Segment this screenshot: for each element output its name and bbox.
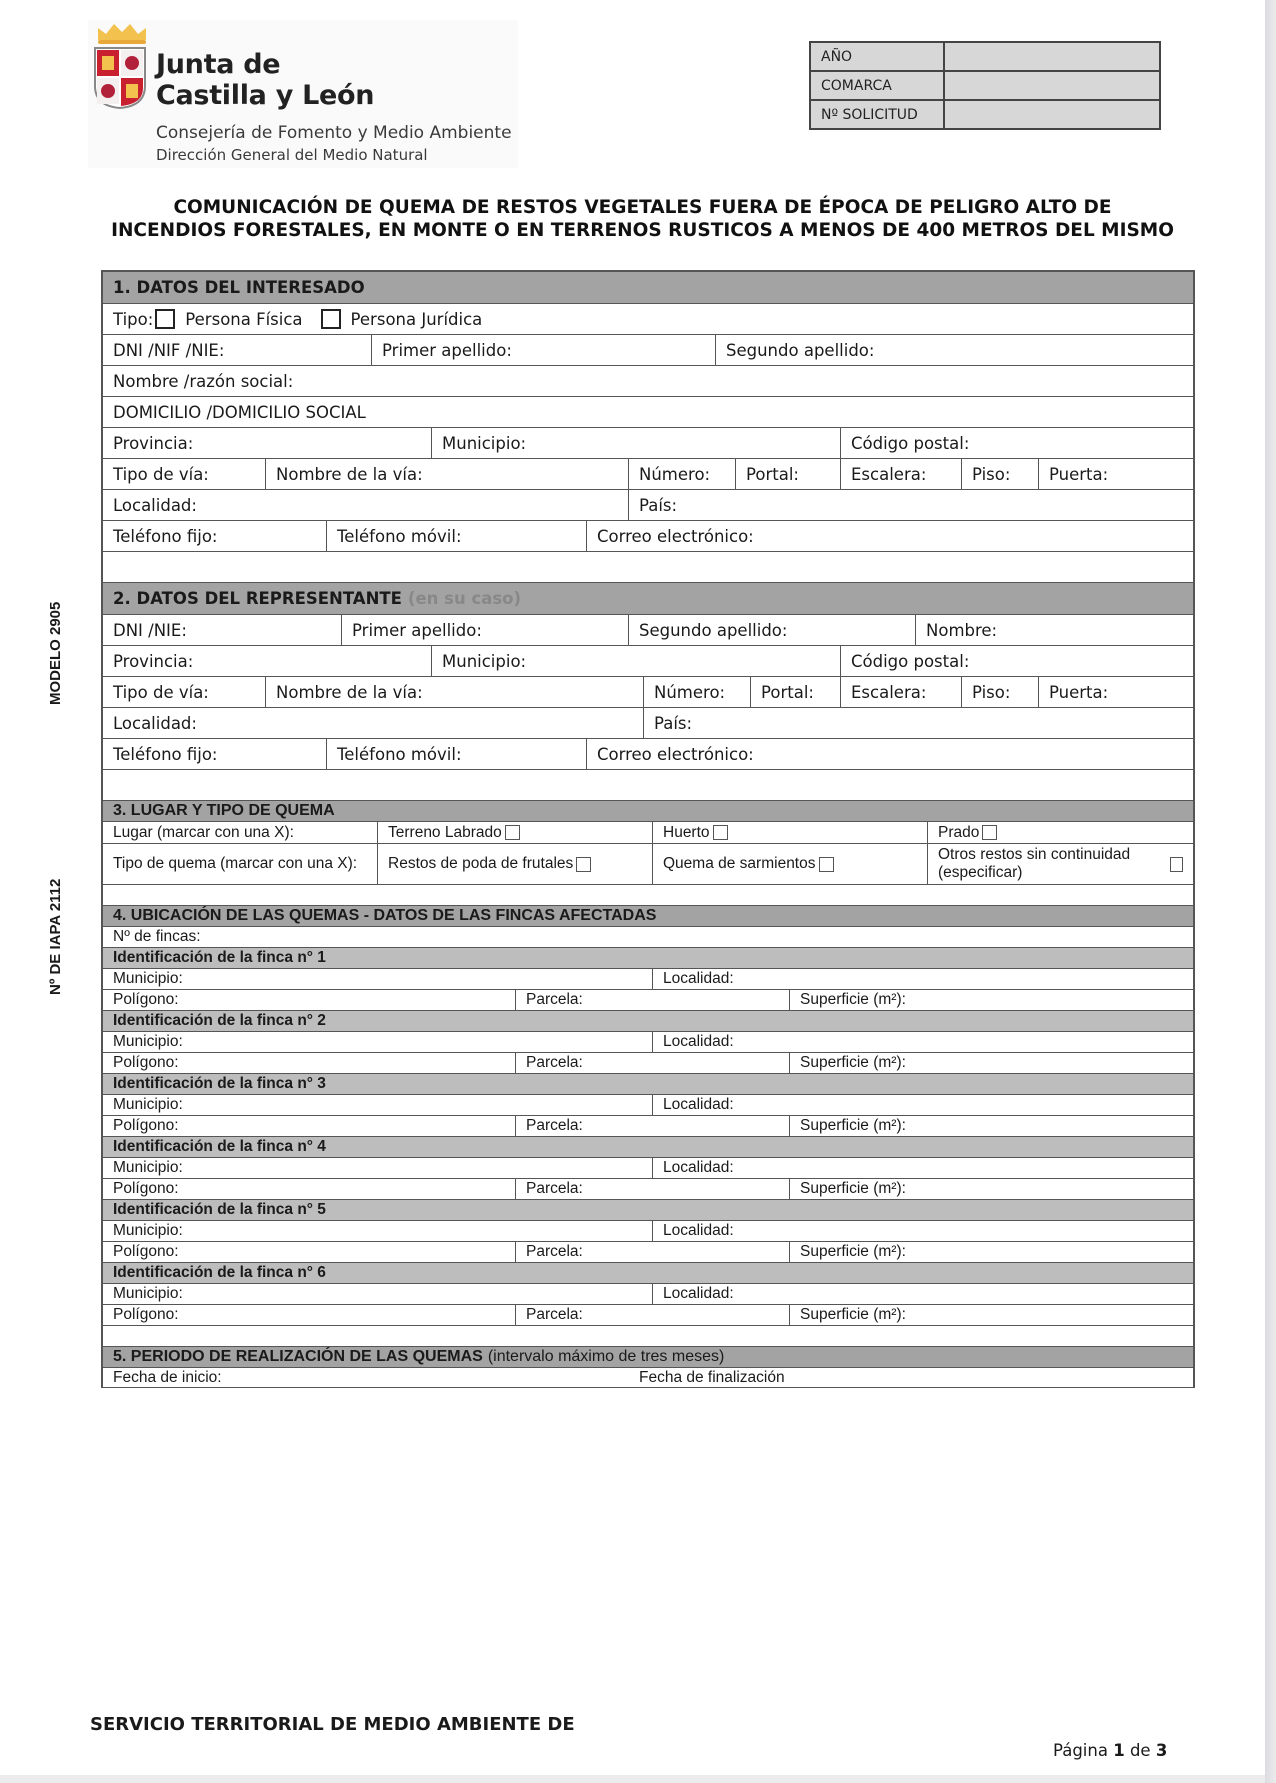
finca-municipio-field[interactable]: Municipio: [103, 1284, 653, 1304]
s2-row-dni [103, 615, 1193, 646]
option-poda-frutales[interactable] [378, 844, 653, 884]
checkbox-persona-juridica[interactable] [321, 309, 341, 329]
blank-cell [103, 885, 1193, 905]
finca-row-poligono [103, 1179, 1193, 1200]
checkbox-poda-frutales[interactable] [576, 857, 591, 872]
finca-row-poligono [103, 1242, 1193, 1263]
option-label: Terreno Labrado [388, 823, 502, 841]
finca-row-municipio [103, 1032, 1193, 1053]
s1-row-domicilio [103, 397, 1193, 428]
option-label: Prado [938, 823, 980, 841]
finca-title: Identificación de la finca n° 1 [103, 948, 1193, 968]
s5-row-fechas [103, 1368, 1193, 1388]
section5-header [103, 1347, 1193, 1368]
finca-municipio-field[interactable]: Municipio: [103, 1158, 653, 1178]
finca-superficie-field[interactable]: Superficie (m²): [800, 991, 906, 1008]
s3-blank-row [103, 885, 1193, 906]
s2-row-provincia [103, 646, 1193, 677]
finca-municipio-field[interactable]: Municipio: [103, 1221, 653, 1241]
blank-cell [103, 770, 1193, 800]
s2-row-localidad [103, 708, 1193, 739]
finca-poligono-field[interactable]: Polígono: [103, 990, 516, 1010]
finca-localidad-field[interactable]: Localidad: [663, 1159, 734, 1176]
finca-localidad-field[interactable]: Localidad: [663, 1096, 734, 1113]
finca-title: Identificación de la finca n° 2 [103, 1011, 1193, 1031]
s1-municipio-field[interactable]: Municipio: [432, 428, 841, 458]
finca-block [103, 1074, 1193, 1137]
s2-nombre-field[interactable]: Nombre: [926, 620, 998, 640]
registry-row-comarca [810, 71, 1160, 100]
blank-cell [103, 1326, 1193, 1346]
s2-piso-field[interactable]: Piso: [962, 677, 1039, 707]
s2-escalera-field[interactable]: Escalera: [841, 677, 962, 707]
num-fincas-field[interactable]: Nº de fincas: [113, 928, 201, 945]
s2-row-telefono [103, 739, 1193, 770]
finca-poligono-field[interactable]: Polígono: [103, 1053, 516, 1073]
s1-telefono-movil-field[interactable]: Teléfono móvil: [327, 521, 587, 551]
section4-header [103, 906, 1193, 927]
s2-municipio-field[interactable]: Municipio: [432, 646, 841, 676]
s2-codigo-postal-field[interactable]: Código postal: [851, 651, 970, 671]
lugar-label: Lugar (marcar con una X): [103, 822, 378, 843]
s1-localidad-field[interactable]: Localidad: [103, 490, 629, 520]
finca-municipio-field[interactable]: Municipio: [103, 969, 653, 989]
checkbox-otros-restos[interactable] [1170, 857, 1183, 872]
s2-pais-field[interactable]: País: [654, 713, 693, 733]
s1-primer-apellido-field[interactable]: Primer apellido: [372, 335, 716, 365]
checkbox-sarmientos[interactable] [819, 857, 834, 872]
finca-title: Identificación de la finca n° 5 [103, 1200, 1193, 1220]
s1-blank-row [103, 552, 1193, 583]
s2-nombre-via-field[interactable]: Nombre de la vía: [266, 677, 644, 707]
page-bottom-shadow [0, 1775, 1265, 1783]
s2-localidad-field[interactable]: Localidad: [103, 708, 644, 738]
s2-blank-row [103, 770, 1193, 801]
finca-title: Identificación de la finca n° 3 [103, 1074, 1193, 1094]
s4-row-num-fincas [103, 927, 1193, 948]
finca-parcela-field[interactable]: Parcela: [516, 1179, 790, 1199]
finca-parcela-field[interactable]: Parcela: [516, 1116, 790, 1136]
s1-escalera-field[interactable]: Escalera: [841, 459, 962, 489]
section2-title-note: (en su caso) [407, 589, 522, 608]
finca-title: Identificación de la finca n° 6 [103, 1263, 1193, 1283]
registry-label: Nº SOLICITUD [810, 100, 944, 129]
finca-localidad-field[interactable]: Localidad: [663, 1285, 734, 1302]
s1-nombre-via-field[interactable]: Nombre de la vía: [266, 459, 629, 489]
s2-tipo-via-field[interactable]: Tipo de vía: [103, 677, 266, 707]
section2-header [103, 583, 1193, 615]
title-line1: COMUNICACIÓN DE QUEMA DE RESTOS VEGETALES FUERA DE ÉPOCA DE PELIGRO ALTO DE [173, 197, 1112, 218]
s2-provincia-field[interactable]: Provincia: [103, 646, 432, 676]
pagina-total: 3 [1155, 1741, 1168, 1760]
fecha-inicio-field[interactable]: Fecha de inicio: [113, 1368, 222, 1386]
finca-row-municipio [103, 1158, 1193, 1179]
option-terreno-labrado[interactable] [378, 822, 653, 843]
finca-superficie-field[interactable]: Superficie (m²): [800, 1180, 906, 1197]
finca-poligono-field[interactable]: Polígono: [103, 1305, 516, 1325]
fecha-fin-field[interactable]: Fecha de finalización [639, 1368, 785, 1386]
checkbox-persona-fisica[interactable] [155, 309, 175, 329]
page-edge-shadow [1265, 0, 1276, 1783]
finca-localidad-field[interactable]: Localidad: [663, 970, 734, 987]
finca-block [103, 948, 1193, 1011]
finca-row-municipio [103, 1221, 1193, 1242]
s1-segundo-apellido-field[interactable]: Segundo apellido: [726, 340, 875, 360]
s2-puerta-field[interactable]: Puerta: [1049, 682, 1109, 702]
s2-telefono-movil-field[interactable]: Teléfono móvil: [327, 739, 587, 769]
coat-of-arms-icon [93, 46, 147, 110]
finca-block [103, 1137, 1193, 1200]
pagina-label: Página [1053, 1741, 1108, 1760]
section1-header [103, 272, 1193, 304]
modelo-label: MODELO 2905 [47, 601, 64, 705]
section2-title: 2. DATOS DEL REPRESENTANTE [113, 589, 402, 608]
s1-row-via [103, 459, 1193, 490]
s1-codigo-postal-field[interactable]: Código postal: [851, 433, 970, 453]
s1-row-localidad [103, 490, 1193, 521]
finca-superficie-field[interactable]: Superficie (m²): [800, 1243, 906, 1260]
s1-numero-field[interactable]: Número: [629, 459, 736, 489]
s1-row-nombre [103, 366, 1193, 397]
finca-parcela-field[interactable]: Parcela: [516, 1305, 790, 1325]
s1-dni-field[interactable]: DNI /NIF /NIE: [103, 335, 372, 365]
checkbox-terreno-labrado[interactable] [505, 825, 520, 840]
s1-pais-field[interactable]: País: [639, 495, 678, 515]
s2-row-via [103, 677, 1193, 708]
finca-header [103, 1137, 1193, 1158]
s1-row-telefono [103, 521, 1193, 552]
finca-parcela-field[interactable]: Parcela: [516, 1053, 790, 1073]
finca-poligono-field[interactable]: Polígono: [103, 1179, 516, 1199]
form-table [101, 270, 1195, 1388]
s1-telefono-fijo-field[interactable]: Teléfono fijo: [103, 521, 327, 551]
s3-row-lugar [103, 822, 1193, 844]
option-label: Quema de sarmientos [663, 855, 816, 872]
s1-row-provincia [103, 428, 1193, 459]
finca-poligono-field[interactable]: Polígono: [103, 1116, 516, 1136]
s1-piso-field[interactable]: Piso: [962, 459, 1039, 489]
finca-block [103, 1200, 1193, 1263]
de-label: de [1129, 1741, 1151, 1760]
section3-title: 3. LUGAR Y TIPO DE QUEMA [103, 801, 1193, 821]
tipo-quema-label: Tipo de quema (marcar con una X): [103, 844, 378, 884]
registry-value-comarca[interactable] [944, 71, 1160, 100]
finca-superficie-field[interactable]: Superficie (m²): [800, 1306, 906, 1323]
finca-row-poligono [103, 1305, 1193, 1326]
option-huerto[interactable] [653, 822, 928, 843]
logo-subtitle-consejeria: Consejería de Fomento y Medio Ambiente [156, 123, 512, 143]
s2-segundo-apellido-field[interactable]: Segundo apellido: [629, 615, 916, 645]
s1-row-dni [103, 335, 1193, 366]
crown-icon [94, 20, 150, 46]
section-title [103, 583, 1193, 614]
s1-correo-field[interactable]: Correo electrónico: [597, 526, 754, 546]
document-title [80, 196, 1205, 242]
s2-telefono-fijo-field[interactable]: Teléfono fijo: [103, 739, 327, 769]
finca-header [103, 1011, 1193, 1032]
finca-block [103, 1011, 1193, 1074]
section5-title-text: 5. PERIODO DE REALIZACIÓN DE LAS QUEMAS [113, 1348, 483, 1365]
servicio-territorial: SERVICIO TERRITORIAL DE MEDIO AMBIENTE DE [90, 1714, 575, 1735]
page-number [1053, 1741, 1167, 1760]
section4-title: 4. UBICACIÓN DE LAS QUEMAS - DATOS DE LAS FINCAS AFECTADAS [103, 906, 1193, 926]
finca-superficie-field[interactable]: Superficie (m²): [800, 1117, 906, 1134]
registry-row-ano [810, 42, 1160, 71]
s2-primer-apellido-field[interactable]: Primer apellido: [342, 615, 629, 645]
section5-title-note: (intervalo máximo de tres meses) [487, 1348, 725, 1365]
persona-fisica-label: Persona Física [185, 309, 303, 329]
finca-header [103, 1200, 1193, 1221]
s4-blank-row [103, 1326, 1193, 1347]
option-label: Restos de poda de frutales [388, 855, 574, 872]
finca-localidad-field[interactable]: Localidad: [663, 1033, 734, 1050]
finca-parcela-field[interactable]: Parcela: [516, 990, 790, 1010]
finca-superficie-field[interactable]: Superficie (m²): [800, 1054, 906, 1071]
checkbox-prado[interactable] [982, 825, 997, 840]
logo-subtitle-direccion: Dirección General del Medio Natural [156, 146, 428, 164]
finca-parcela-field[interactable]: Parcela: [516, 1242, 790, 1262]
registry-value-ano[interactable] [944, 42, 1160, 71]
registry-row-solicitud [810, 100, 1160, 129]
registry-label: COMARCA [810, 71, 944, 100]
finca-row-poligono [103, 1053, 1193, 1074]
s1-puerta-field[interactable]: Puerta: [1049, 464, 1109, 484]
registry-value-solicitud[interactable] [944, 100, 1160, 129]
s1-nombre-field[interactable]: Nombre /razón social: [113, 371, 294, 391]
s2-numero-field[interactable]: Número: [644, 677, 751, 707]
finca-localidad-field[interactable]: Localidad: [663, 1222, 734, 1239]
section3-header [103, 801, 1193, 822]
finca-row-poligono [103, 990, 1193, 1011]
section-title: 1. DATOS DEL INTERESADO [103, 272, 1193, 303]
finca-row-municipio [103, 1095, 1193, 1116]
title-line2: INCENDIOS FORESTALES, EN MONTE O EN TERRENOS RUSTICOS A MENOS DE 400 METROS DEL MISMO [111, 220, 1174, 241]
finca-header [103, 948, 1193, 969]
s1-portal-field[interactable]: Portal: [736, 459, 841, 489]
fincas-list [103, 948, 1193, 1326]
s3-row-tipo [103, 844, 1193, 885]
option-otros-restos[interactable] [928, 844, 1193, 884]
iapa-label: Nº DE IAPA 2112 [47, 878, 64, 995]
s1-provincia-field[interactable]: Provincia: [103, 428, 432, 458]
s1-domicilio-label: DOMICILIO /DOMICILIO SOCIAL [113, 402, 366, 422]
tipo-label: Tipo: [113, 309, 154, 329]
blank-cell [103, 552, 1193, 582]
option-sarmientos[interactable] [653, 844, 928, 884]
logo [88, 20, 518, 168]
finca-header [103, 1074, 1193, 1095]
finca-row-municipio [103, 969, 1193, 990]
finca-municipio-field[interactable]: Municipio: [103, 1032, 653, 1052]
option-prado[interactable] [928, 822, 1193, 843]
section5-title [103, 1347, 1193, 1367]
s1-tipo-via-field[interactable]: Tipo de vía: [103, 459, 266, 489]
finca-title: Identificación de la finca n° 4 [103, 1137, 1193, 1157]
s1-row-tipo [103, 304, 1193, 335]
s2-dni-field[interactable]: DNI /NIE: [103, 615, 342, 645]
logo-title-line1: Junta de [156, 49, 281, 80]
finca-row-municipio [103, 1284, 1193, 1305]
s2-correo-field[interactable]: Correo electrónico: [597, 744, 754, 764]
finca-municipio-field[interactable]: Municipio: [103, 1095, 653, 1115]
option-label: Otros restos sin continuidad (especificar) [938, 846, 1131, 881]
option-label: Huerto [663, 823, 710, 841]
s2-portal-field[interactable]: Portal: [751, 677, 841, 707]
finca-block [103, 1263, 1193, 1326]
finca-row-poligono [103, 1116, 1193, 1137]
checkbox-huerto[interactable] [713, 825, 728, 840]
finca-poligono-field[interactable]: Polígono: [103, 1242, 516, 1262]
finca-header [103, 1263, 1193, 1284]
registry-table [809, 41, 1161, 130]
registry-label: AÑO [810, 42, 944, 71]
pagina-actual: 1 [1113, 1741, 1125, 1760]
persona-juridica-label: Persona Jurídica [350, 309, 483, 329]
logo-title-line2: Castilla y León [156, 80, 375, 111]
